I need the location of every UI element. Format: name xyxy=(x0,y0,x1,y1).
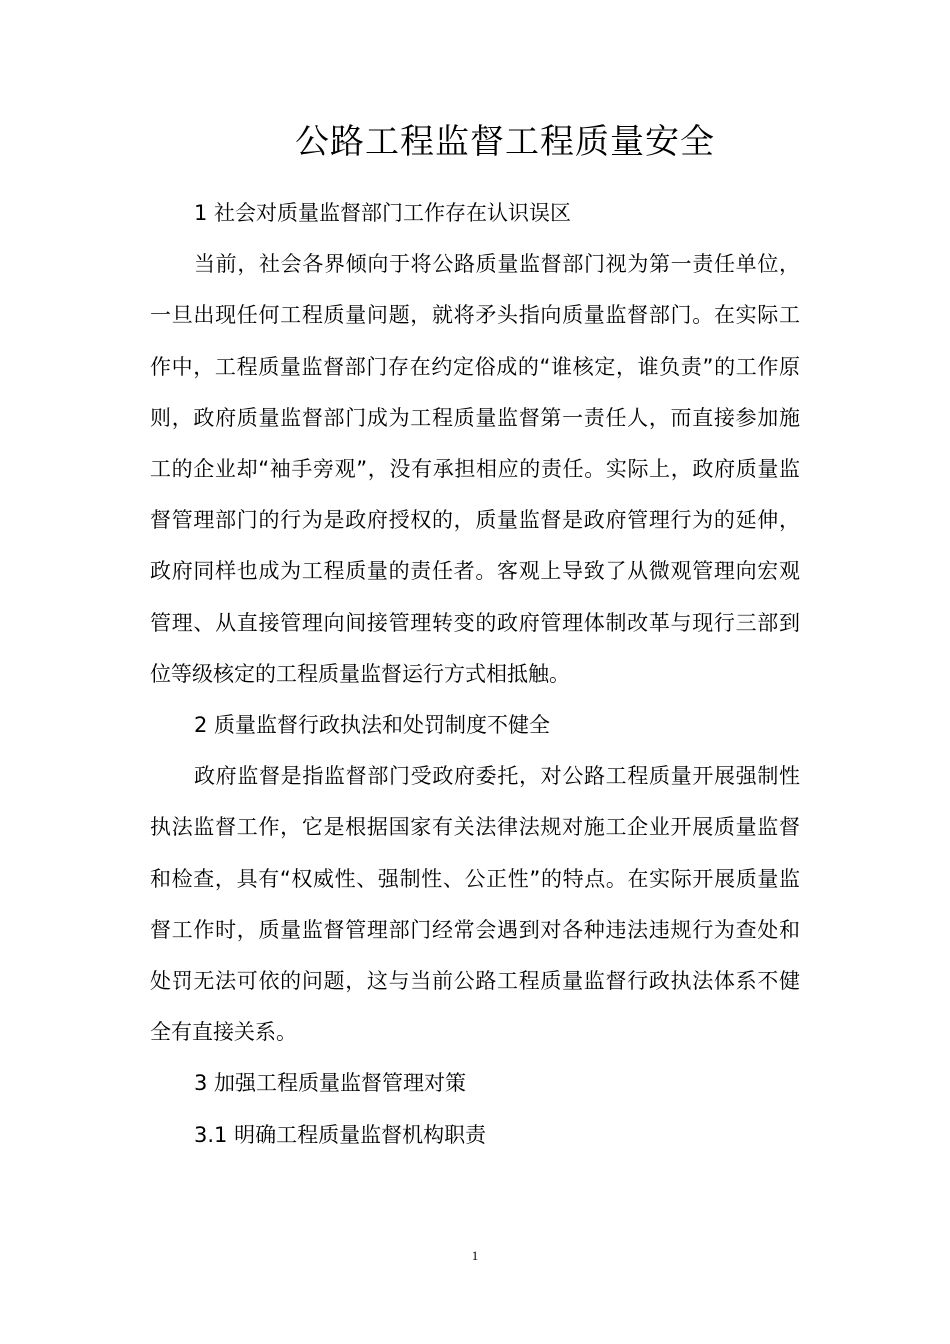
body-paragraph-1: 当前，社会各界倾向于将公路质量监督部门视为第一责任单位，一旦出现任何工程质量问题，就将矛头指向质量监督部门。在实际工作中，工程质量监督部门存在约定俗成的“谁核定，谁负责”的工作原则，政府质量监督部门成为工程质量监督第一责任人，而直接参加施工的企业却“袖手旁观”，没有承担相应的责任。实际上，政府质量监督管理部门的行为是政府授权的，质量监督是政府管理行为的延伸，政府同样也成为工程质量的责任者。客观上导致了从微观管理向宏观管理、从直接管理向间接管理转变的政府管理体制改革与现行三部到位等级核定的工程质量监督运行方式相抵触。 xyxy=(150,252,800,686)
section-heading-2: 2 质量监督行政执法和处罚制度不健全 xyxy=(194,713,551,738)
section-heading-1: 1 社会对质量监督部门工作存在认识误区 xyxy=(194,201,572,225)
document-body xyxy=(150,188,800,1161)
body-paragraph-2: 政府监督是指监督部门受政府委托，对公路工程质量开展强制性执法监督工作，它是根据国家有关法律法规对施工企业开展质量监督和检查，具有“权威性、强制性、公正性”的特点。在实际开展质量监督工作时，质量监督管理部门经常会遇到对各种违法违规行为查处和处罚无法可依的问题，这与当前公路工程质量监督行政执法体系不健全有直接关系。 xyxy=(150,764,800,1045)
page-number: 1 xyxy=(471,1248,479,1263)
subsection-heading-3-1: 3.1 明确工程质量监督机构职责 xyxy=(194,1122,487,1147)
section-heading-3: 3 加强工程质量监督管理对策 xyxy=(194,1071,467,1096)
document-title: 公路工程监督工程质量安全 xyxy=(295,122,715,162)
